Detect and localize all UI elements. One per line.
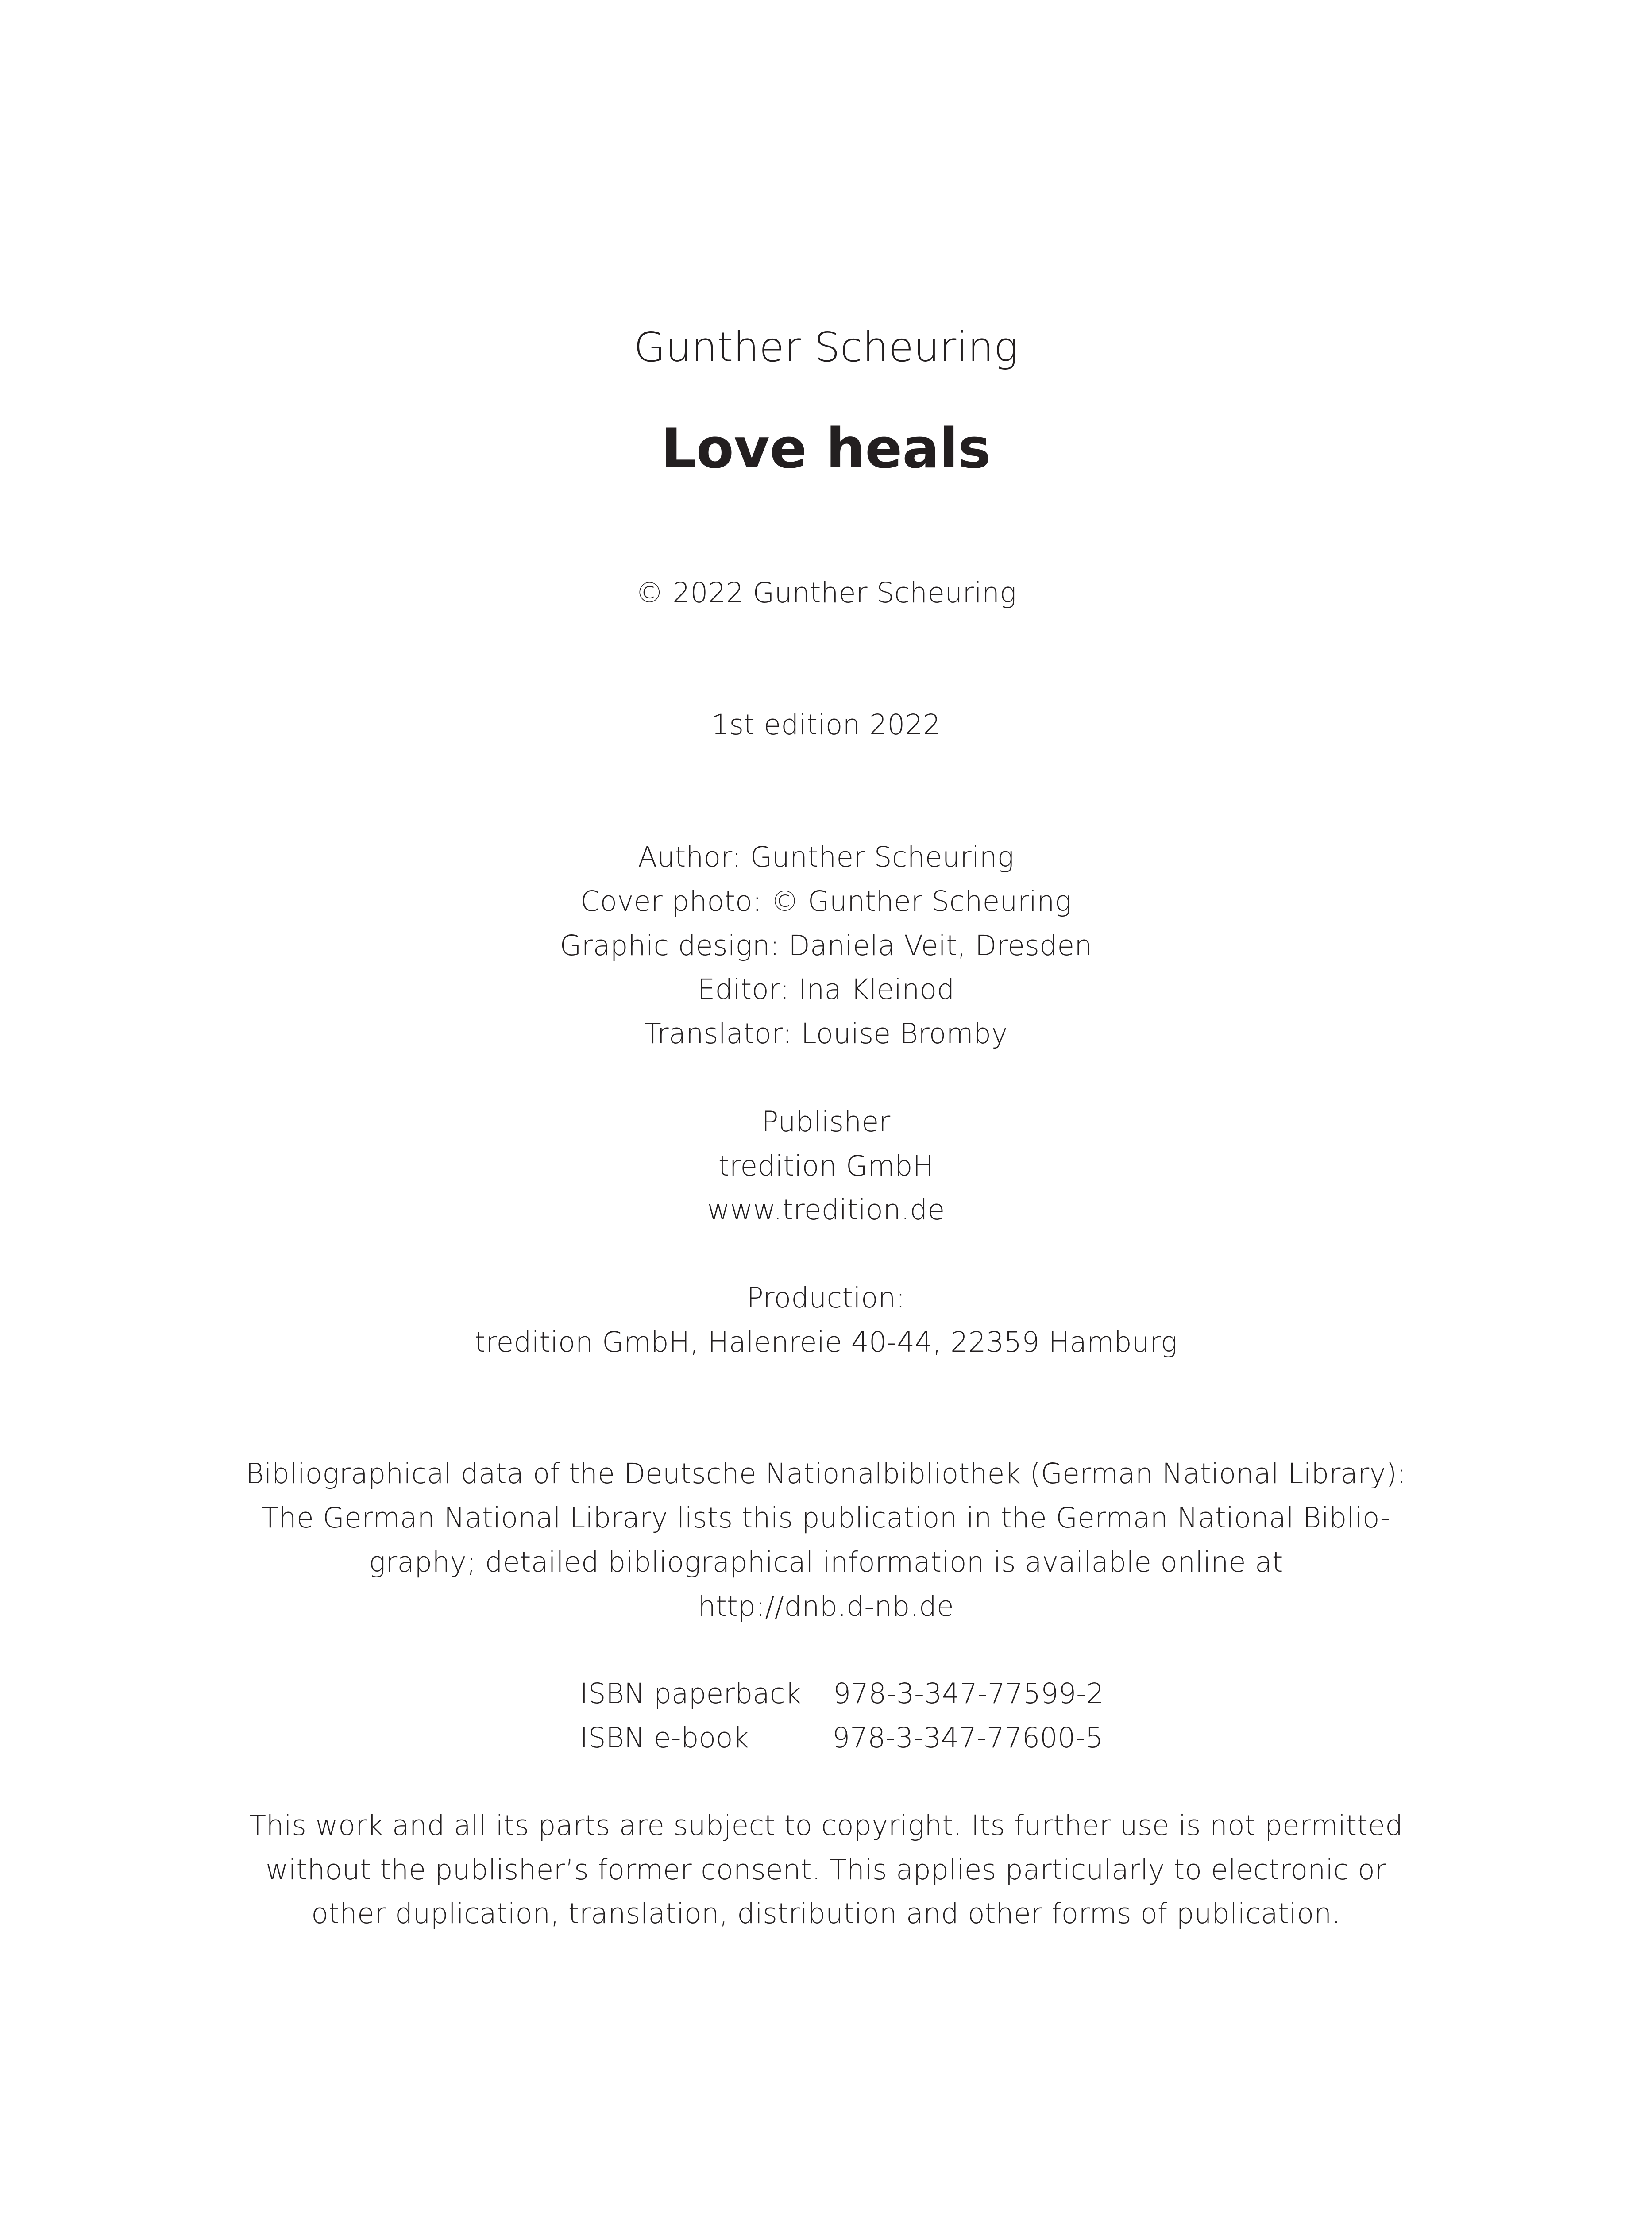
- credit-cover-photo: Cover photo: © Gunther Scheuring: [580, 885, 1072, 918]
- credit-editor: Editor: Ina Kleinod: [697, 973, 955, 1006]
- isbn-value: 978-3-347-77600-5: [832, 1722, 1104, 1754]
- credit-translator: Translator: Louise Bromby: [644, 1018, 1008, 1050]
- notice-line: other duplication, translation, distribution and other forms of publication.: [311, 1897, 1341, 1930]
- production-address: tredition GmbH, Halenreie 40-44, 22359 Hamburg: [474, 1326, 1178, 1358]
- edition-line: 1st edition 2022: [711, 709, 941, 741]
- credit-graphic-design: Graphic design: Daniela Veit, Dresden: [560, 929, 1092, 962]
- production-heading: Production:: [746, 1282, 906, 1314]
- publisher-name: tredition GmbH: [718, 1150, 934, 1182]
- publisher-website: www.tredition.de: [707, 1194, 945, 1226]
- copyright-line: © 2022 Gunther Scheuring: [635, 577, 1017, 609]
- bibliographic-line: Bibliographical data of the Deutsche Nationalbibliothek (German National Library):: [245, 1457, 1407, 1490]
- credit-author: Author: Gunther Scheuring: [638, 841, 1014, 873]
- publisher-heading: Publisher: [761, 1106, 891, 1138]
- isbn-label: ISBN e-book: [580, 1722, 749, 1754]
- author-name: Gunther Scheuring: [633, 324, 1019, 371]
- notice-line: This work and all its parts are subject to copyright. Its further use is not permitted: [249, 1809, 1403, 1842]
- notice-line: without the publisher’s former consent. This applies particularly to electronic or: [265, 1854, 1387, 1886]
- bibliographic-line: The German National Library lists this publication in the German National Biblio-: [262, 1502, 1390, 1534]
- book-title: Love heals: [661, 417, 991, 481]
- isbn-value: 978-3-347-77599-2: [833, 1677, 1104, 1710]
- isbn-label: ISBN paperback: [580, 1677, 801, 1710]
- isbn-ebook-row: [580, 1716, 1111, 1760]
- bibliographic-line: graphy; detailed bibliographical information is available online at: [369, 1546, 1283, 1578]
- dnb-link: http://dnb.d-nb.de: [698, 1590, 954, 1623]
- isbn-paperback-row: [580, 1672, 1111, 1716]
